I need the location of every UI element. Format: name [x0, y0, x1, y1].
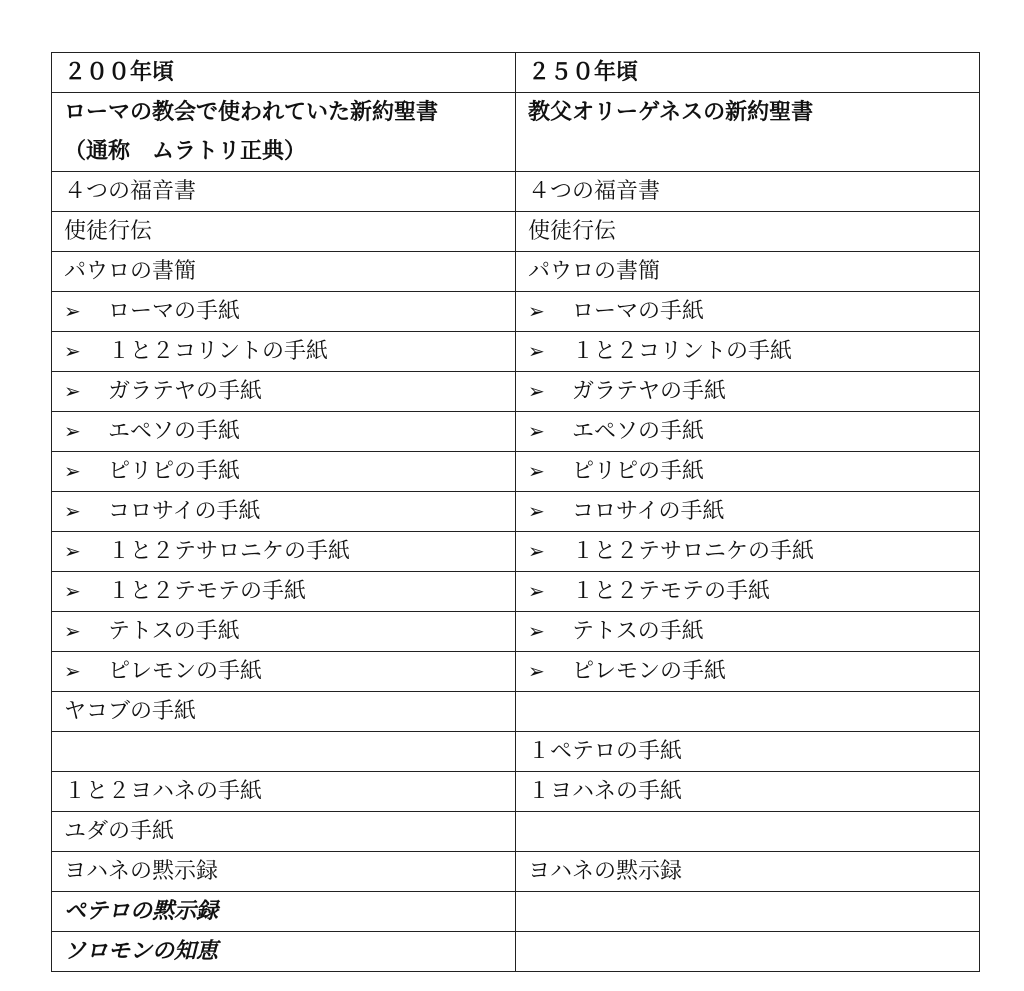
epistle-label: テトスの手紙: [572, 619, 704, 644]
epistle-label: ローマの手紙: [572, 299, 705, 324]
cell-col2: [516, 292, 980, 332]
title-row: [52, 93, 980, 172]
table-row: [52, 572, 980, 612]
table-row: [52, 372, 980, 412]
arrow-bullet-icon: ➢: [64, 659, 81, 683]
epistle-label: ガラテヤの手紙: [572, 379, 727, 404]
arrow-bullet-icon: ➢: [64, 579, 81, 603]
title-muratorian-line2: （通称 ムラトリ正典）: [64, 138, 307, 164]
arrow-bullet-icon: ➢: [528, 539, 545, 563]
arrow-bullet-icon: ➢: [64, 539, 81, 563]
cell-col2: [516, 572, 980, 612]
arrow-bullet-icon: ➢: [64, 459, 81, 483]
table-row: [52, 332, 980, 372]
table-row: [52, 732, 980, 772]
canon-comparison-table: [51, 52, 980, 972]
cell-col1: １と２ヨハネの手紙: [52, 772, 516, 812]
epistle-label: １と２テサロニケの手紙: [572, 539, 815, 564]
arrow-bullet-icon: ➢: [64, 299, 81, 323]
epistle-label: ピリピの手紙: [572, 459, 705, 484]
cell-col2: [516, 412, 980, 452]
cell-col2: [516, 892, 980, 932]
arrow-bullet-icon: ➢: [64, 339, 81, 363]
table-row: [52, 292, 980, 332]
epistle-label: １と２コリントの手紙: [108, 339, 329, 364]
arrow-bullet-icon: ➢: [528, 299, 545, 323]
table-row: [52, 612, 980, 652]
cell-col1: ４つの福音書: [52, 172, 516, 212]
epistle-label: １と２テサロニケの手紙: [108, 539, 351, 564]
epistle-label: ピレモンの手紙: [108, 659, 263, 684]
epistle-label: １と２テモテの手紙: [572, 579, 771, 604]
table-row: [52, 812, 980, 852]
epistle-label: エペソの手紙: [108, 419, 241, 444]
cell-col2: 使徒行伝: [516, 212, 980, 252]
arrow-bullet-icon: ➢: [528, 579, 545, 603]
epistle-label: エペソの手紙: [572, 419, 705, 444]
arrow-bullet-icon: ➢: [64, 419, 81, 443]
cell-col1: ペテロの黙示録: [52, 892, 516, 932]
arrow-bullet-icon: ➢: [64, 379, 81, 403]
table-row: [52, 852, 980, 892]
header-cell-250: ２５０年頃: [516, 53, 980, 93]
cell-col1: [52, 412, 516, 452]
table-row: [52, 692, 980, 732]
arrow-bullet-icon: ➢: [64, 619, 81, 643]
cell-col1: [52, 332, 516, 372]
arrow-bullet-icon: ➢: [528, 659, 545, 683]
cell-col2: [516, 372, 980, 412]
table-row: [52, 492, 980, 532]
cell-col2: [516, 932, 980, 972]
table-row: [52, 652, 980, 692]
cell-col2: [516, 492, 980, 532]
cell-col2: １ペテロの手紙: [516, 732, 980, 772]
epistle-label: ピリピの手紙: [108, 459, 241, 484]
cell-col1: 使徒行伝: [52, 212, 516, 252]
cell-col1: ソロモンの知恵: [52, 932, 516, 972]
cell-col2: [516, 532, 980, 572]
arrow-bullet-icon: ➢: [528, 459, 545, 483]
cell-col2: [516, 612, 980, 652]
table-row: [52, 532, 980, 572]
cell-col1: [52, 532, 516, 572]
table-row: [52, 892, 980, 932]
epistle-label: ガラテヤの手紙: [108, 379, 263, 404]
epistle-label: コロサイの手紙: [572, 499, 725, 524]
header-cell-200: ２００年頃: [52, 53, 516, 93]
cell-col1: [52, 372, 516, 412]
arrow-bullet-icon: ➢: [528, 619, 545, 643]
cell-col2: [516, 452, 980, 492]
cell-col1: パウロの書簡: [52, 252, 516, 292]
arrow-bullet-icon: ➢: [528, 339, 545, 363]
cell-col1: [52, 612, 516, 652]
cell-col2: [516, 692, 980, 732]
arrow-bullet-icon: ➢: [528, 419, 545, 443]
cell-col2: パウロの書簡: [516, 252, 980, 292]
cell-col2: ４つの福音書: [516, 172, 980, 212]
cell-col1: [52, 652, 516, 692]
cell-col2: ヨハネの黙示録: [516, 852, 980, 892]
cell-col2: １ヨハネの手紙: [516, 772, 980, 812]
table-row: [52, 452, 980, 492]
epistle-label: ピレモンの手紙: [572, 659, 727, 684]
cell-col1: [52, 492, 516, 532]
cell-col1: ヤコブの手紙: [52, 692, 516, 732]
cell-col2: [516, 652, 980, 692]
header-row: [52, 53, 980, 93]
cell-col1: [52, 732, 516, 772]
cell-col1: [52, 452, 516, 492]
table-row: [52, 772, 980, 812]
table-row: [52, 252, 980, 292]
cell-col1: [52, 292, 516, 332]
epistle-label: テトスの手紙: [108, 619, 240, 644]
cell-col1: [52, 572, 516, 612]
arrow-bullet-icon: ➢: [528, 499, 545, 523]
table-row: [52, 412, 980, 452]
epistle-label: １と２コリントの手紙: [572, 339, 793, 364]
epistle-label: ローマの手紙: [108, 299, 241, 324]
epistle-label: １と２テモテの手紙: [108, 579, 307, 604]
table-row: [52, 212, 980, 252]
table-row: [52, 172, 980, 212]
cell-col2: [516, 332, 980, 372]
title-muratorian-line1: ローマの教会で使われていた新約聖書: [64, 99, 439, 125]
table-row: [52, 932, 980, 972]
title-cell-muratorian: [52, 93, 516, 172]
cell-col2: [516, 812, 980, 852]
title-cell-origen: 教父オリーゲネスの新約聖書: [516, 93, 980, 172]
cell-col1: ユダの手紙: [52, 812, 516, 852]
epistle-label: コロサイの手紙: [108, 499, 261, 524]
arrow-bullet-icon: ➢: [528, 379, 545, 403]
arrow-bullet-icon: ➢: [64, 499, 81, 523]
cell-col1: ヨハネの黙示録: [52, 852, 516, 892]
